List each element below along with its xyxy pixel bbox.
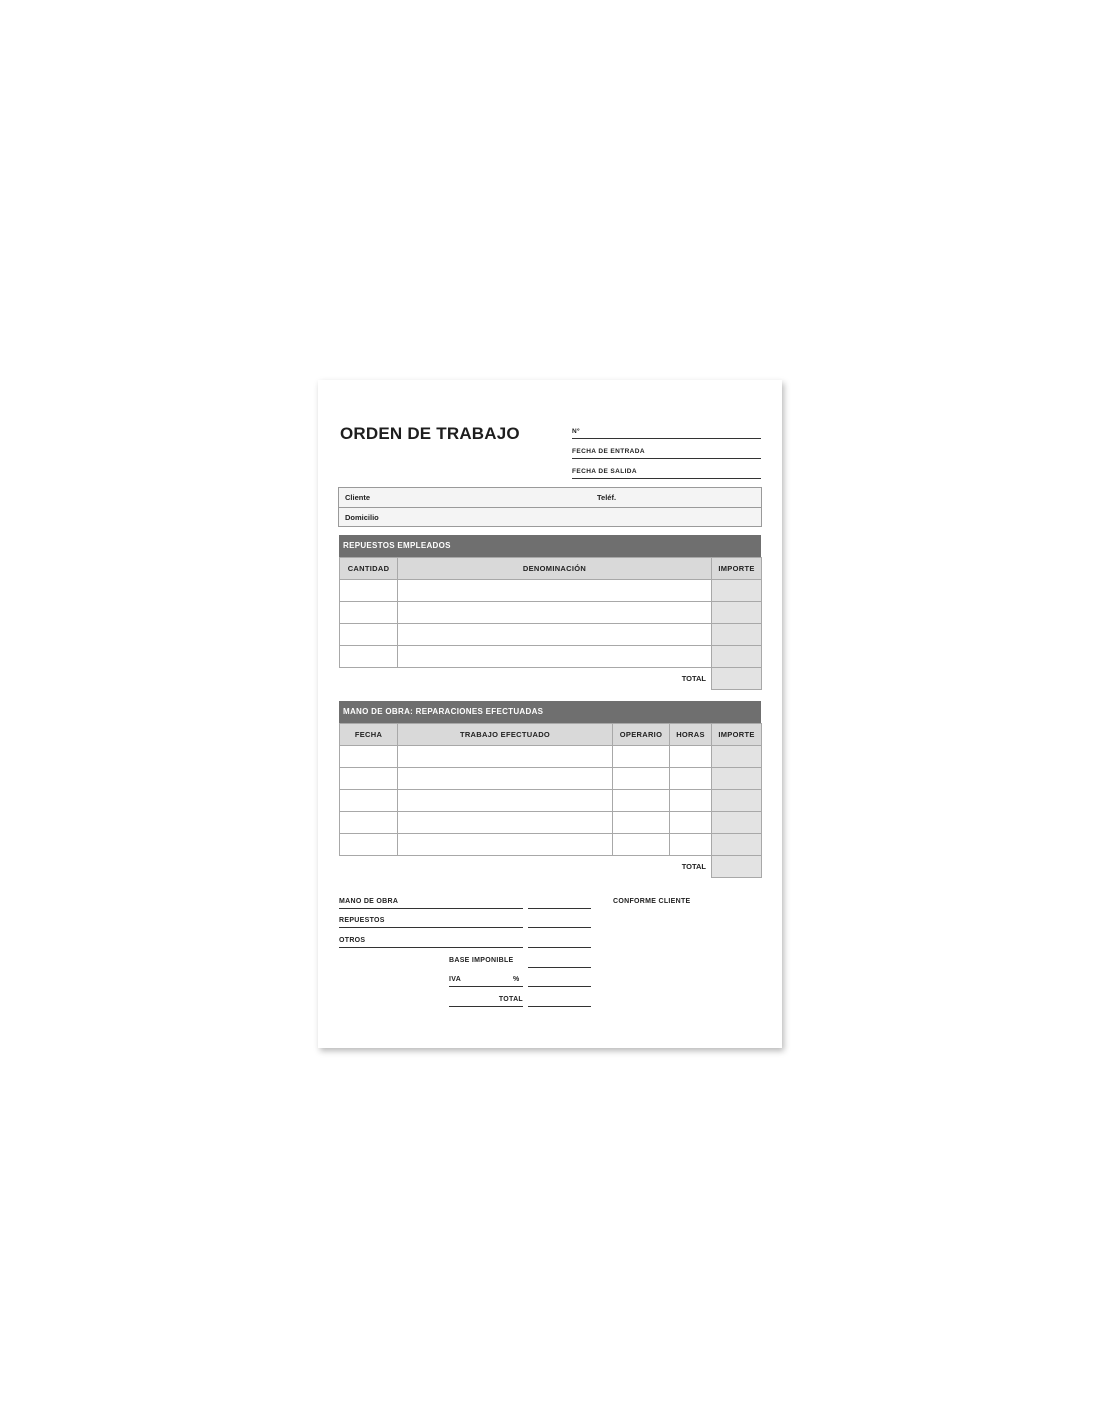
cliente-label: Cliente (345, 493, 371, 502)
conforme-cliente-label: CONFORME CLIENTE (613, 898, 691, 905)
cell[interactable] (670, 768, 712, 790)
fecha-entrada-label: FECHA DE ENTRADA (572, 448, 645, 455)
total-row (340, 668, 762, 690)
cell[interactable] (670, 790, 712, 812)
repuestos-section-title: REPUESTOS EMPLEADOS (343, 541, 451, 550)
cell[interactable] (398, 834, 613, 856)
table-header-row (340, 724, 762, 746)
cell[interactable] (712, 624, 762, 646)
summary-otros-line (339, 935, 523, 948)
col-horas: HORAS (670, 724, 712, 746)
repuestos-table (339, 557, 762, 690)
numero-label: Nº (572, 428, 580, 435)
table-header-row (340, 558, 762, 580)
mano-obra-table (339, 723, 762, 878)
mano-obra-total-cell[interactable] (712, 856, 762, 878)
col-cantidad: CANTIDAD (340, 558, 398, 580)
repuestos-section-header (339, 535, 761, 557)
client-info-box (338, 487, 762, 527)
summary-total-label: TOTAL (498, 996, 523, 1003)
col-trabajo-efectuado: TRABAJO EFECTUADO (398, 724, 613, 746)
cell[interactable] (398, 646, 712, 668)
cell[interactable] (340, 580, 398, 602)
mano-obra-total-label: TOTAL (681, 862, 706, 872)
domicilio-label: Domicilio (345, 513, 379, 522)
cell[interactable] (712, 580, 762, 602)
table-row[interactable] (340, 624, 762, 646)
summary-mano-obra-field[interactable] (528, 896, 591, 909)
work-order-sheet (318, 380, 782, 1048)
cell[interactable] (712, 812, 762, 834)
col-importe: IMPORTE (712, 724, 762, 746)
summary-repuestos-line (339, 915, 523, 928)
summary-repuestos-field[interactable] (528, 915, 591, 928)
cell[interactable] (712, 746, 762, 768)
cell[interactable] (712, 768, 762, 790)
cell[interactable] (613, 768, 670, 790)
repuestos-total-label: TOTAL (681, 674, 706, 684)
cell[interactable] (340, 812, 398, 834)
summary-otros-label: OTROS (339, 937, 366, 944)
table-row[interactable] (340, 834, 762, 856)
cell[interactable] (340, 746, 398, 768)
total-row (340, 856, 762, 878)
cell[interactable] (340, 790, 398, 812)
fecha-salida-field[interactable] (572, 466, 761, 479)
client-row[interactable] (339, 488, 761, 507)
domicilio-row[interactable] (339, 507, 761, 527)
cell[interactable] (712, 646, 762, 668)
summary-iva-field[interactable] (528, 974, 591, 987)
cell[interactable] (398, 624, 712, 646)
cell[interactable] (613, 834, 670, 856)
summary-mano-obra-label: MANO DE OBRA (339, 898, 399, 905)
cell[interactable] (398, 768, 613, 790)
mano-obra-section-title: MANO DE OBRA: REPARACIONES EFECTUADAS (343, 707, 544, 716)
fecha-salida-label: FECHA DE SALIDA (572, 468, 637, 475)
summary-iva-label: IVA (449, 976, 462, 983)
table-row[interactable] (340, 646, 762, 668)
cell[interactable] (340, 834, 398, 856)
cell[interactable] (670, 746, 712, 768)
summary-total-line (449, 994, 523, 1007)
cell[interactable] (613, 746, 670, 768)
cell[interactable] (670, 834, 712, 856)
mano-obra-section-header (339, 701, 761, 723)
cell[interactable] (340, 768, 398, 790)
summary-iva-line[interactable] (449, 974, 523, 987)
telefono-label: Teléf. (597, 493, 617, 502)
cell[interactable] (398, 746, 613, 768)
table-row[interactable] (340, 580, 762, 602)
table-row[interactable] (340, 602, 762, 624)
summary-base-imponible-label: BASE IMPONIBLE (449, 957, 514, 964)
table-row[interactable] (340, 812, 762, 834)
cell[interactable] (613, 812, 670, 834)
summary-otros-field[interactable] (528, 935, 591, 948)
repuestos-total-cell[interactable] (712, 668, 762, 690)
summary-mano-obra-line (339, 896, 523, 909)
cell[interactable] (340, 624, 398, 646)
cell[interactable] (398, 580, 712, 602)
page-title: ORDEN DE TRABAJO (340, 424, 520, 443)
cell[interactable] (712, 790, 762, 812)
cell[interactable] (340, 646, 398, 668)
cell[interactable] (340, 602, 398, 624)
table-row[interactable] (340, 746, 762, 768)
col-denominacion: DENOMINACIÓN (398, 558, 712, 580)
cell[interactable] (712, 602, 762, 624)
cell[interactable] (398, 790, 613, 812)
cell[interactable] (398, 812, 613, 834)
cell[interactable] (613, 790, 670, 812)
numero-field[interactable] (572, 426, 761, 439)
cell[interactable] (398, 602, 712, 624)
cell[interactable] (712, 834, 762, 856)
table-row[interactable] (340, 790, 762, 812)
col-operario: OPERARIO (613, 724, 670, 746)
table-row[interactable] (340, 768, 762, 790)
summary-iva-percent: % (513, 976, 520, 983)
summary-base-imponible-field[interactable] (528, 955, 591, 968)
summary-total-field[interactable] (528, 994, 591, 1007)
fecha-entrada-field[interactable] (572, 446, 761, 459)
cell[interactable] (670, 812, 712, 834)
col-importe: IMPORTE (712, 558, 762, 580)
col-fecha: FECHA (340, 724, 398, 746)
summary-repuestos-label: REPUESTOS (339, 917, 385, 924)
